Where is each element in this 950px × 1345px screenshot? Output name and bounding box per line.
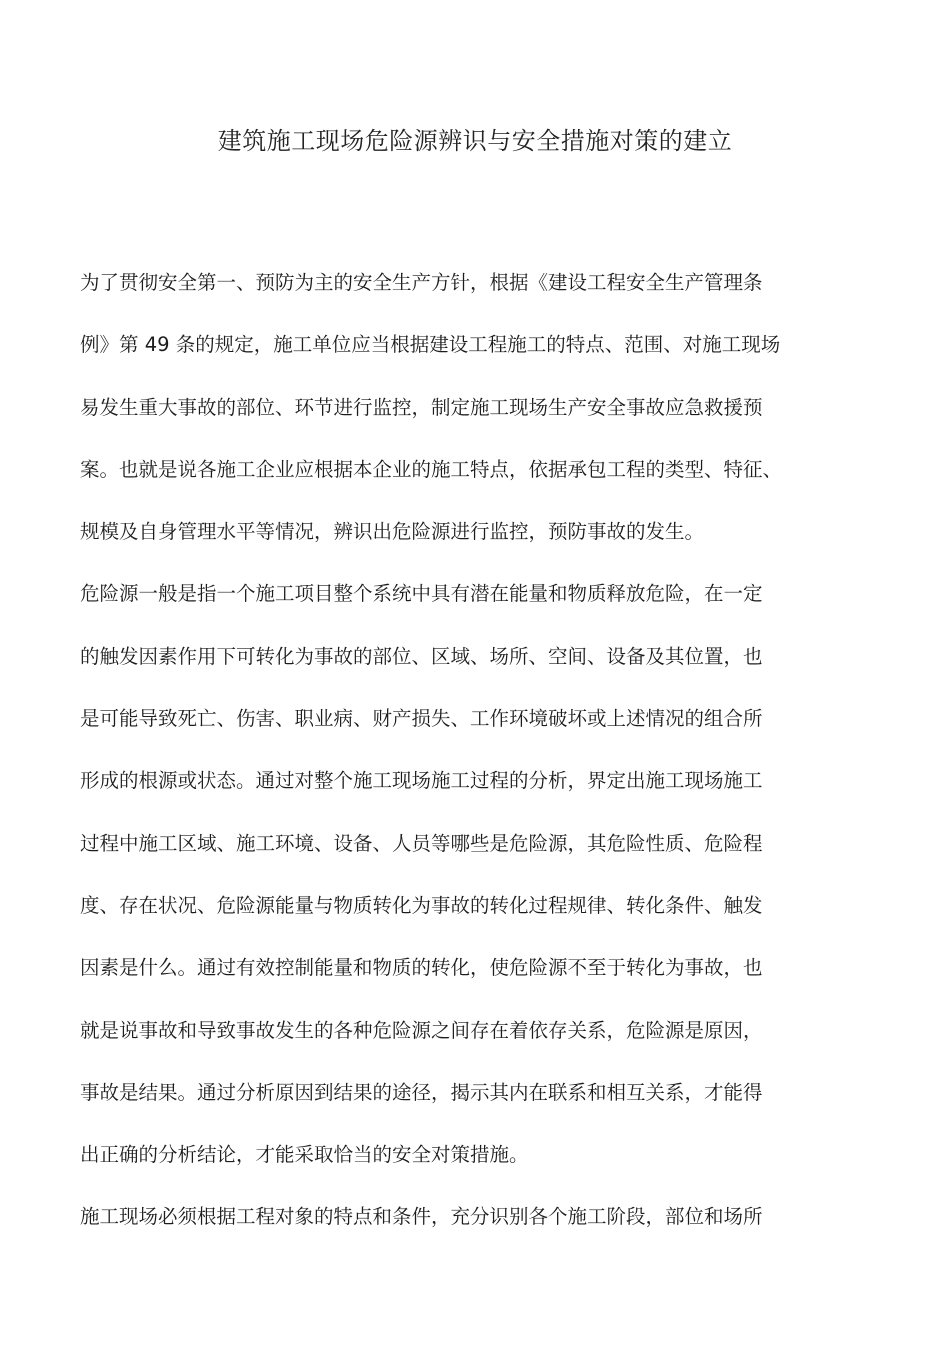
paragraph-1 bbox=[80, 264, 840, 575]
text-line: 施工现场必须根据工程对象的特点和条件，充分识别各个施工阶段，部位和场所 bbox=[80, 1205, 763, 1229]
text-line: 就是说事故和导致事故发生的各种危险源之间存在着依存关系，危险源是原因， bbox=[80, 1018, 763, 1042]
text-line: 案。也就是说各施工企业应根据本企业的施工特点，依据承包工程的类型、特征、 bbox=[80, 457, 783, 481]
text-line: 的触发因素作用下可转化为事故的部位、区域、场所、空间、设备及其位置，也 bbox=[80, 644, 763, 668]
text-line: 过程中施工区域、施工环境、设备、人员等哪些是危险源，其危险性质、危险程 bbox=[80, 831, 763, 855]
document-body bbox=[80, 264, 840, 1261]
text-line: 例》第 49 条的规定，施工单位应当根据建设工程施工的特点、范围、对施工现场 bbox=[80, 333, 781, 357]
paragraph-3 bbox=[80, 1198, 840, 1260]
text-line: 度、存在状况、危险源能量与物质转化为事故的转化过程规律、转化条件、触发 bbox=[80, 893, 763, 917]
text-line: 为了贯彻安全第一、预防为主的安全生产方针，根据《建设工程安全生产管理条 bbox=[80, 271, 763, 294]
text-line: 危险源一般是指一个施工项目整个系统中具有潜在能量和物质释放危险，在一定 bbox=[80, 582, 763, 606]
text-line: 出正确的分析结论，才能采取恰当的安全对策措施。 bbox=[80, 1143, 529, 1167]
document-title: 建筑施工现场危险源辨识与安全措施对策的建立 bbox=[217, 127, 733, 155]
text-line: 规模及自身管理水平等情况，辨识出危险源进行监控，预防事故的发生。 bbox=[80, 520, 705, 544]
text-line: 是可能导致死亡、伤害、职业病、财产损失、工作环境破坏或上述情况的组合所 bbox=[80, 707, 763, 731]
paragraph-2 bbox=[80, 575, 840, 1198]
text-line: 易发生重大事故的部位、环节进行监控，制定施工现场生产安全事故应急救援预 bbox=[80, 395, 763, 419]
text-line: 事故是结果。通过分析原因到结果的途径，揭示其内在联系和相互关系，才能得 bbox=[80, 1080, 763, 1104]
text-line: 因素是什么。通过有效控制能量和物质的转化，使危险源不至于转化为事故，也 bbox=[80, 956, 763, 980]
text-line: 形成的根源或状态。通过对整个施工现场施工过程的分析，界定出施工现场施工 bbox=[80, 769, 763, 793]
